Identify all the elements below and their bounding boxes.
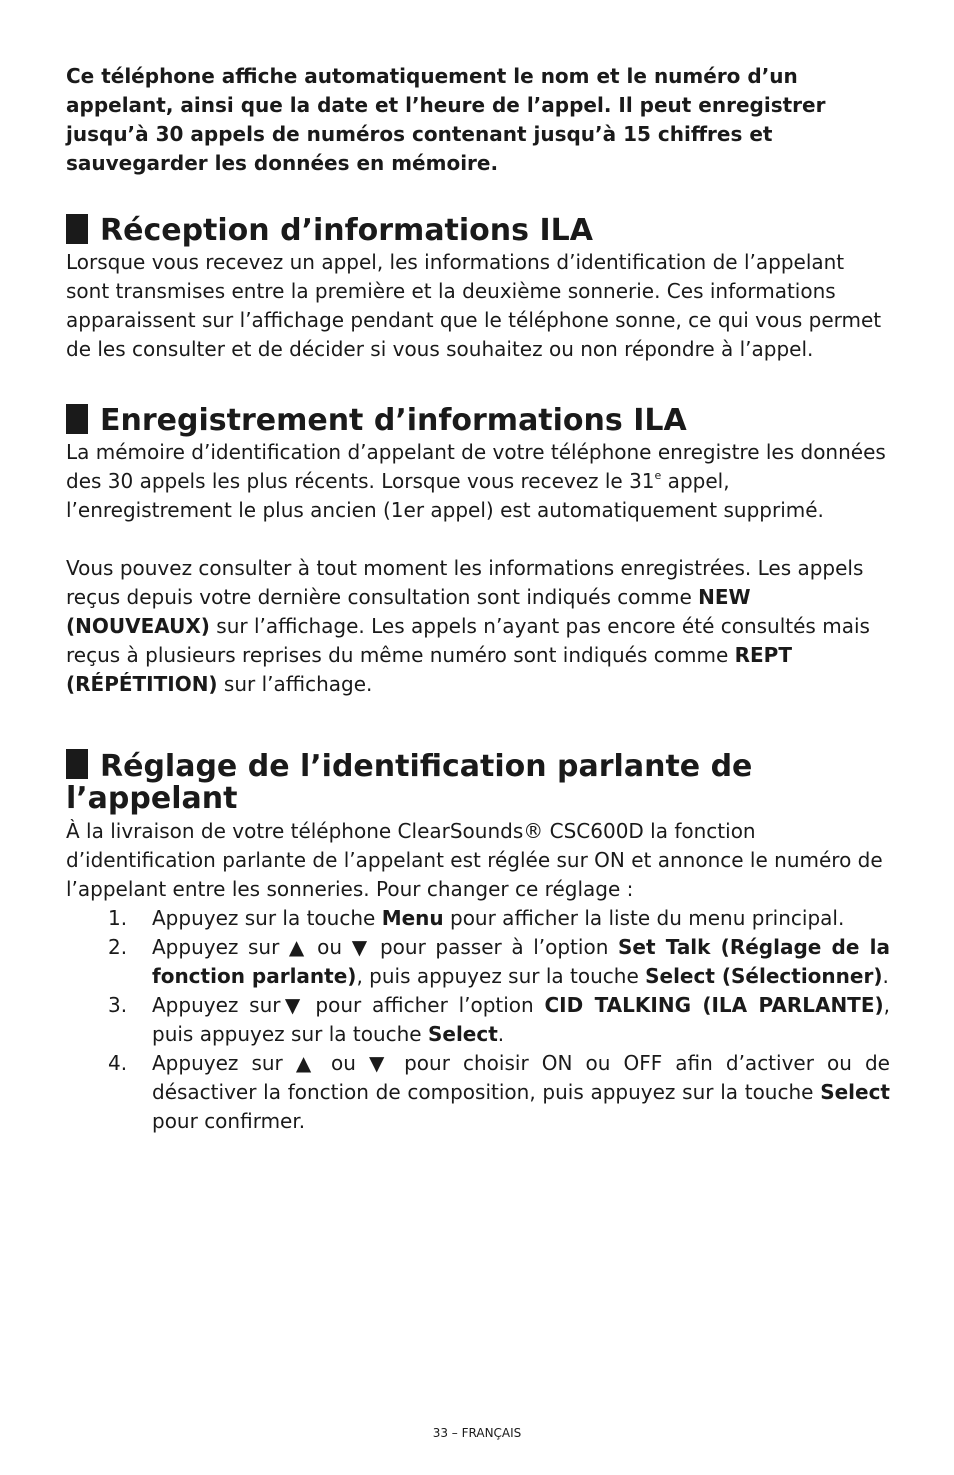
text-run: pour confirmer. xyxy=(152,1109,306,1133)
section-body: À la livraison de votre téléphone ClearSounds® CSC600D la fonction d’identification parlante de l’appelant est réglée sur ON et annonce le numéro de l’appelant entre les sonneries. Pour changer ce réglage : xyxy=(66,819,883,901)
step-number: 2. xyxy=(108,935,128,959)
list-item xyxy=(66,991,890,1049)
superscript: e xyxy=(654,469,662,482)
section-title: l’appelant xyxy=(66,781,238,816)
bold-term: Select (Sélectionner) xyxy=(645,964,883,988)
manual-page xyxy=(66,58,890,1136)
text-run: pour afficher la liste du menu principal. xyxy=(443,906,845,930)
text-run: . xyxy=(882,964,889,988)
section-title: Réglage de l’identification parlante de xyxy=(100,749,753,784)
text-run: sur l’affichage. xyxy=(217,672,373,696)
text-run: La mémoire d’identification d’appelant de votre téléphone enregistre les données des 30 appels les plus récents. Lorsque vous recevez le 31 xyxy=(66,440,886,493)
step-number: 3. xyxy=(108,993,128,1017)
bold-term: REPT (RÉPÉTITION) xyxy=(66,643,792,696)
text-run: , puis appuyez sur la touche xyxy=(152,993,890,1046)
intro-paragraph: Ce téléphone affiche automatiquement le nom et le numéro d’un appelant, ainsi que la date et l’heure de l’appel. Il peut enregistrer jusqu’à 30 appels de numéros contenant jusqu’à 15 chiffres et sauvegarder les données en mémoire. xyxy=(66,64,826,175)
text-run: Appuyez sur la touche xyxy=(152,906,382,930)
step-number: 4. xyxy=(108,1051,128,1075)
text-run: appel, l’enregistrement le plus ancien (1er appel) est automatiquement supprimé. xyxy=(66,469,824,522)
bold-term: Select xyxy=(427,1022,498,1046)
section-body: Lorsque vous recevez un appel, les informations d’identification de l’appelant sont transmises entre la première et la deuxième sonnerie. Ces informations apparaissent sur l’affichage pendant que le téléphone sonne, ce qui vous permet de les consulter et de décider si vous souhaitez ou non répondre à l’appel. xyxy=(66,250,882,361)
section-body xyxy=(66,554,890,699)
list-item xyxy=(66,1049,890,1136)
text-run: , puis appuyez sur la touche xyxy=(356,964,646,988)
section-body xyxy=(66,438,890,525)
text-run: sur l’affichage. Les appels n’ayant pas encore été consultés mais reçus à plusieurs reprises du même numéro sont indiqués comme xyxy=(66,614,870,667)
text-run: Appuyez sur▼ pour afficher l’option xyxy=(152,993,545,1017)
steps-list xyxy=(66,904,890,1136)
heading-bar-icon xyxy=(66,214,88,244)
section-title: Réception d’informations ILA xyxy=(100,213,593,248)
bold-term: Menu xyxy=(381,906,444,930)
list-item xyxy=(66,904,890,933)
section-heading-reception xyxy=(66,214,890,246)
text-run: . xyxy=(497,1022,505,1046)
section-heading-reglage xyxy=(66,749,890,815)
text-run: Appuyez sur ▲ ou ▼ pour passer à l’option xyxy=(152,935,618,959)
text-run: Vous pouvez consulter à tout moment les informations enregistrées. Les appels reçus depuis votre dernière consultation sont indiqués comme xyxy=(66,556,864,609)
step-number: 1. xyxy=(108,906,128,930)
bold-term: CID TALKING (ILA PARLANTE) xyxy=(544,993,884,1017)
bold-term: Select xyxy=(820,1080,890,1104)
page-footer: 33 – FRANÇAIS xyxy=(432,1426,522,1440)
heading-bar-icon xyxy=(66,404,88,434)
text-run: Appuyez sur ▲ ou ▼ pour choisir ON ou OFF afin d’activer ou de désactiver la fonction de composition, puis appuyez sur la touche xyxy=(152,1051,890,1104)
section-heading-enregistrement xyxy=(66,404,890,436)
heading-bar-icon xyxy=(66,749,88,779)
section-title: Enregistrement d’informations ILA xyxy=(100,403,687,438)
bold-term: NEW (NOUVEAUX) xyxy=(66,585,751,638)
list-item xyxy=(66,933,890,991)
bold-term: Set Talk (Réglage de la fonction parlante) xyxy=(152,935,891,988)
